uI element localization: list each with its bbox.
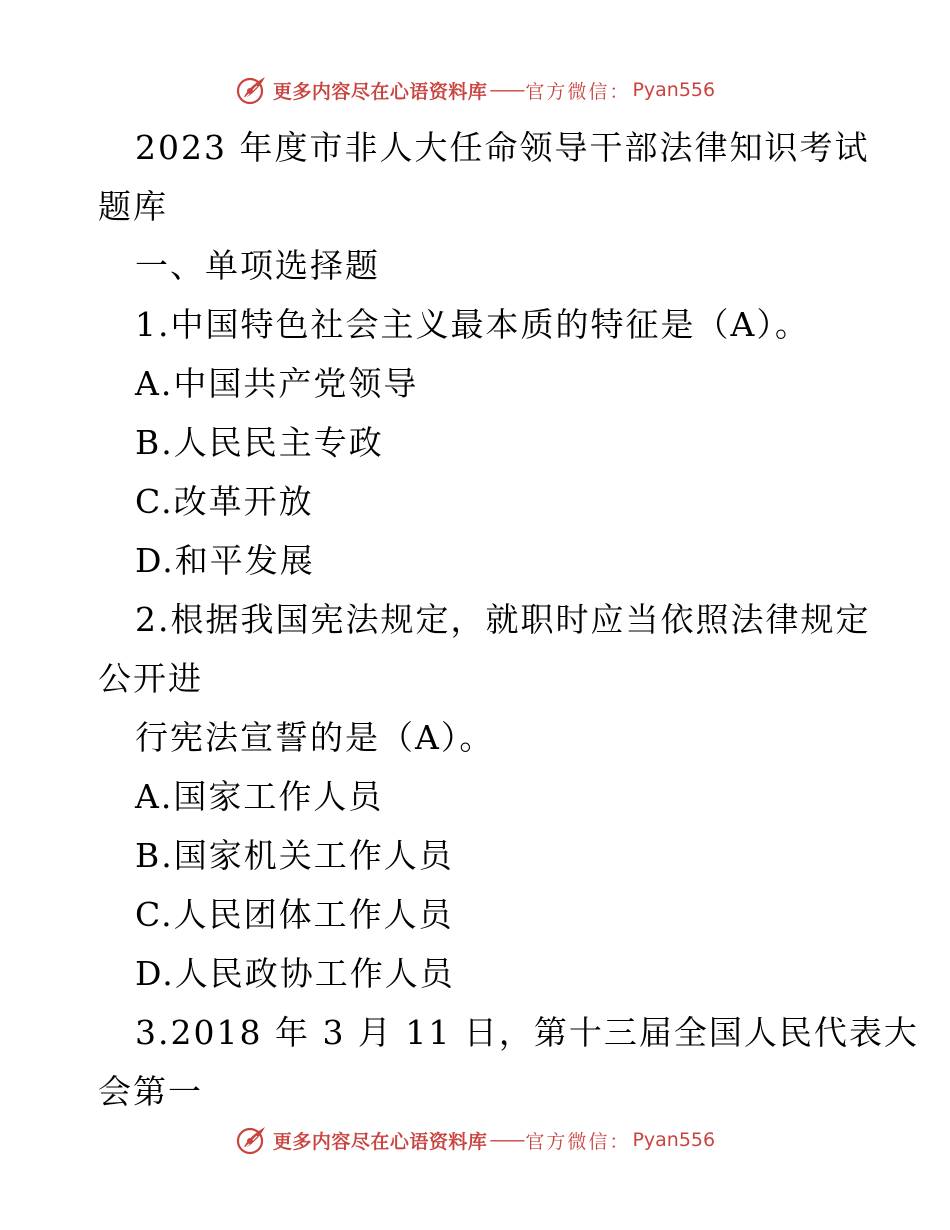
document-line: 2.根据我国宪法规定，就职时应当依照法律规定 [135,600,871,639]
document-line: 1.中国特色社会主义最本质的特征是（A）。 [135,305,810,344]
document-body [98,118,919,1121]
banner-official-label: 官方微信： [525,1130,631,1153]
document-line: 会第一 [98,1072,203,1111]
quill-logo-icon [235,1123,269,1157]
document-line: 一、单项选择题 [135,246,380,285]
banner-wechat-id: Pyan556 [632,1129,716,1151]
document-line: 题库 [98,187,168,226]
quill-logo-icon [235,73,269,107]
document-line: B.国家机关工作人员 [135,836,454,875]
banner-official-label: 官方微信： [525,80,631,103]
document-line: C.改革开放 [135,482,314,521]
banner-wechat-id: Pyan556 [632,79,716,101]
document-line: C.人民团体工作人员 [135,895,454,934]
document-line: 3.2018 年 3 月 11 日，第十三届全国人民代表大 [135,1013,919,1052]
document-line: B.人民民主专政 [135,423,384,462]
footer-watermark-banner [0,1120,950,1160]
document-line: A.国家工作人员 [135,777,384,816]
document-line: 2023 年度市非人大任命领导干部法律知识考试 [135,128,870,167]
document-line: D.和平发展 [135,541,315,580]
document-line: 行宪法宣誓的是（A）。 [135,718,495,757]
banner-dash: —— [489,79,524,101]
document-line: 公开进 [98,659,203,698]
banner-brand-text: 更多内容尽在心语资料库 [272,1130,488,1153]
document-line: D.人民政协工作人员 [135,954,455,993]
banner-dash: —— [489,1129,524,1151]
header-watermark-banner [0,70,950,110]
banner-brand-text: 更多内容尽在心语资料库 [272,80,488,103]
document-line: A.中国共产党领导 [135,364,419,403]
